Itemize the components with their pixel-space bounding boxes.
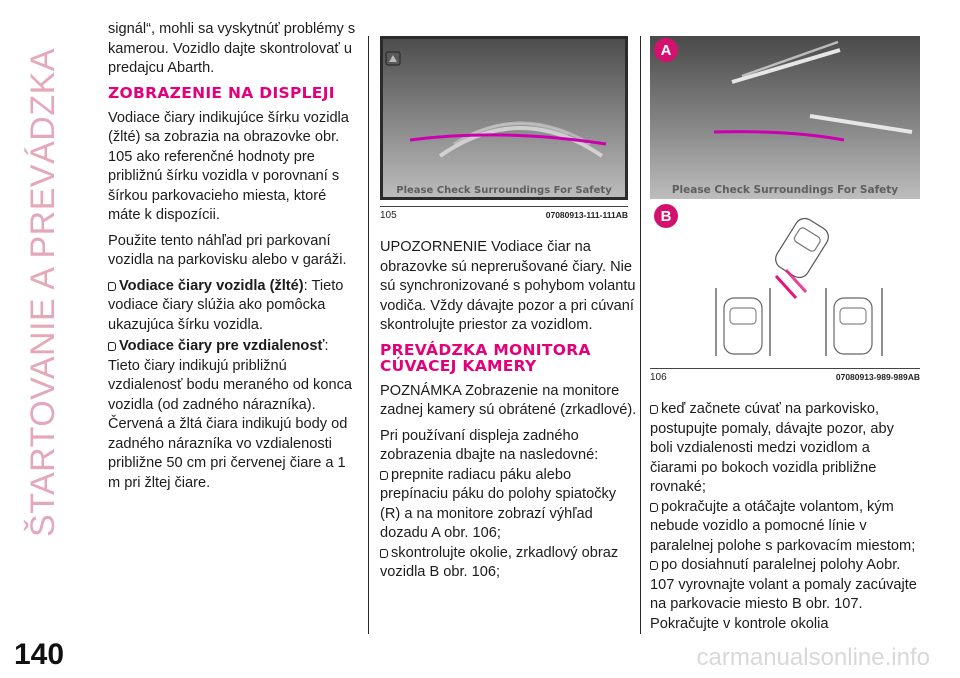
bullet-item: Vodiace čiary pre vzdialenosť: Tieto čiary indikujú približnú vzdialenosť bodu meraného od konca vozidla (od zadného nárazníka). Červená a žltá čiara indikujú body od zadného nárazníka vo vzdialenosti približne 50 cm pri červenej čiare a 1 m pri žltej čiare. — [108, 338, 353, 491]
bullet-item: skontrolujte okolie, zrkadlový obraz vozidla B obr. 106; — [380, 544, 619, 580]
text-column-1 — [108, 20, 360, 499]
bullet-icon — [650, 503, 658, 512]
bullet-icon — [108, 342, 116, 351]
section-heading-display: ZOBRAZENIE NA DISPLEJI — [108, 83, 335, 102]
column-divider — [368, 36, 369, 634]
screen-warning-text: Please Check Surroundings For Safety — [671, 184, 899, 196]
bullet-item: pokračujte a otáčajte volantom, kým nebude vozidlo a pomocné línie v paralelnej polohe s parkovacím miestom; — [650, 498, 916, 554]
bullet-item: prepnite radiacu páku alebo prepínaciu páku do polohy spiatočky (R) a na monitore zobrazí výhľad dozadu A obr. 106; — [380, 466, 617, 541]
figure-105-camera-view — [380, 36, 628, 200]
paragraph: signál“, mohli sa vyskytnúť problémy s kamerou. Vozidlo dajte skontrolovať u predajcu Abarth. — [108, 21, 356, 76]
label-badge-a: A — [654, 38, 678, 62]
camera-screen-image — [380, 36, 628, 200]
paragraph: POZNÁMKA Zobrazenie na monitore zadnej kamery sú obrátené (zrkadlové). — [380, 382, 637, 418]
figure-caption-106: 106 07080913-989-989AB — [650, 368, 920, 383]
bullet-icon — [650, 561, 658, 570]
side-section-title: ŠTARTOVANIE A PREVÁDZKA — [23, 48, 62, 537]
parked-car-left — [724, 298, 762, 354]
camera-screen-and-parking-diagram — [650, 36, 920, 362]
column-divider — [640, 36, 641, 634]
parked-car-right — [834, 298, 872, 354]
figure-106-camera-and-parking — [650, 36, 920, 362]
reversing-car — [772, 215, 832, 282]
paragraph: Vodiace čiary indikujúce šírku vozidla (žlté) sa zobrazia na obrazovke obr. 105 ako referenčné hodnoty pre približnú šírku vozidla v porovnaní s šírkou parkovacieho miesta, ktoré máte k dispozícii. — [108, 109, 349, 223]
bullet-icon — [380, 549, 388, 558]
label-badge-b: B — [654, 204, 678, 228]
page-number: 140 — [14, 638, 65, 671]
watermark: carmanualsonline.info — [696, 644, 930, 671]
bullet-item: Vodiace čiary vozidla (žlté): Tieto vodiace čiary slúžia ako pomôcka ukazujúca šírku vozidla. — [108, 277, 344, 333]
bullet-icon — [650, 405, 658, 414]
paragraph: Použite tento náhľad pri parkovaní vozidla na parkovisku alebo v garáži. — [108, 232, 347, 268]
text-column-2 — [380, 238, 640, 589]
bullet-item: po dosiahnutí paralelnej polohy Aobr. 107 vyrovnajte volant a pomaly zacúvajte na parkovacie miesto B obr. 107. Pokračujte v kontrole okolia — [650, 557, 917, 632]
screen-warning-text: Please Check Surroundings For Safety — [396, 185, 612, 196]
bullet-icon — [380, 471, 388, 480]
figure-caption-105: 105 07080913-111-111AB — [380, 206, 628, 221]
paragraph: UPOZORNENIE Vodiace čiar na obrazovke sú neprerušované čiary. Nie sú synchronizované s pohybom volantu vodiča. Vždy dávajte pozor a pri cúvaní skontrolujte priestor za vozidlom. — [380, 239, 636, 333]
bullet-icon — [108, 282, 116, 291]
bullet-item: keď začnete cúvať na parkovisko, postupujte pomaly, dávajte pozor, aby boli vzdialenosti medzi vozidlom a čiarami po bokoch vozidla približne rovnaké; — [650, 401, 894, 495]
section-heading-monitor: PREVÁDZKA MONITORA CÚVACEJ KAMERY — [380, 340, 591, 375]
paragraph: Pri používaní displeja zadného zobrazenia dbajte na nasledovné: — [380, 427, 599, 463]
text-column-3 — [650, 400, 918, 640]
